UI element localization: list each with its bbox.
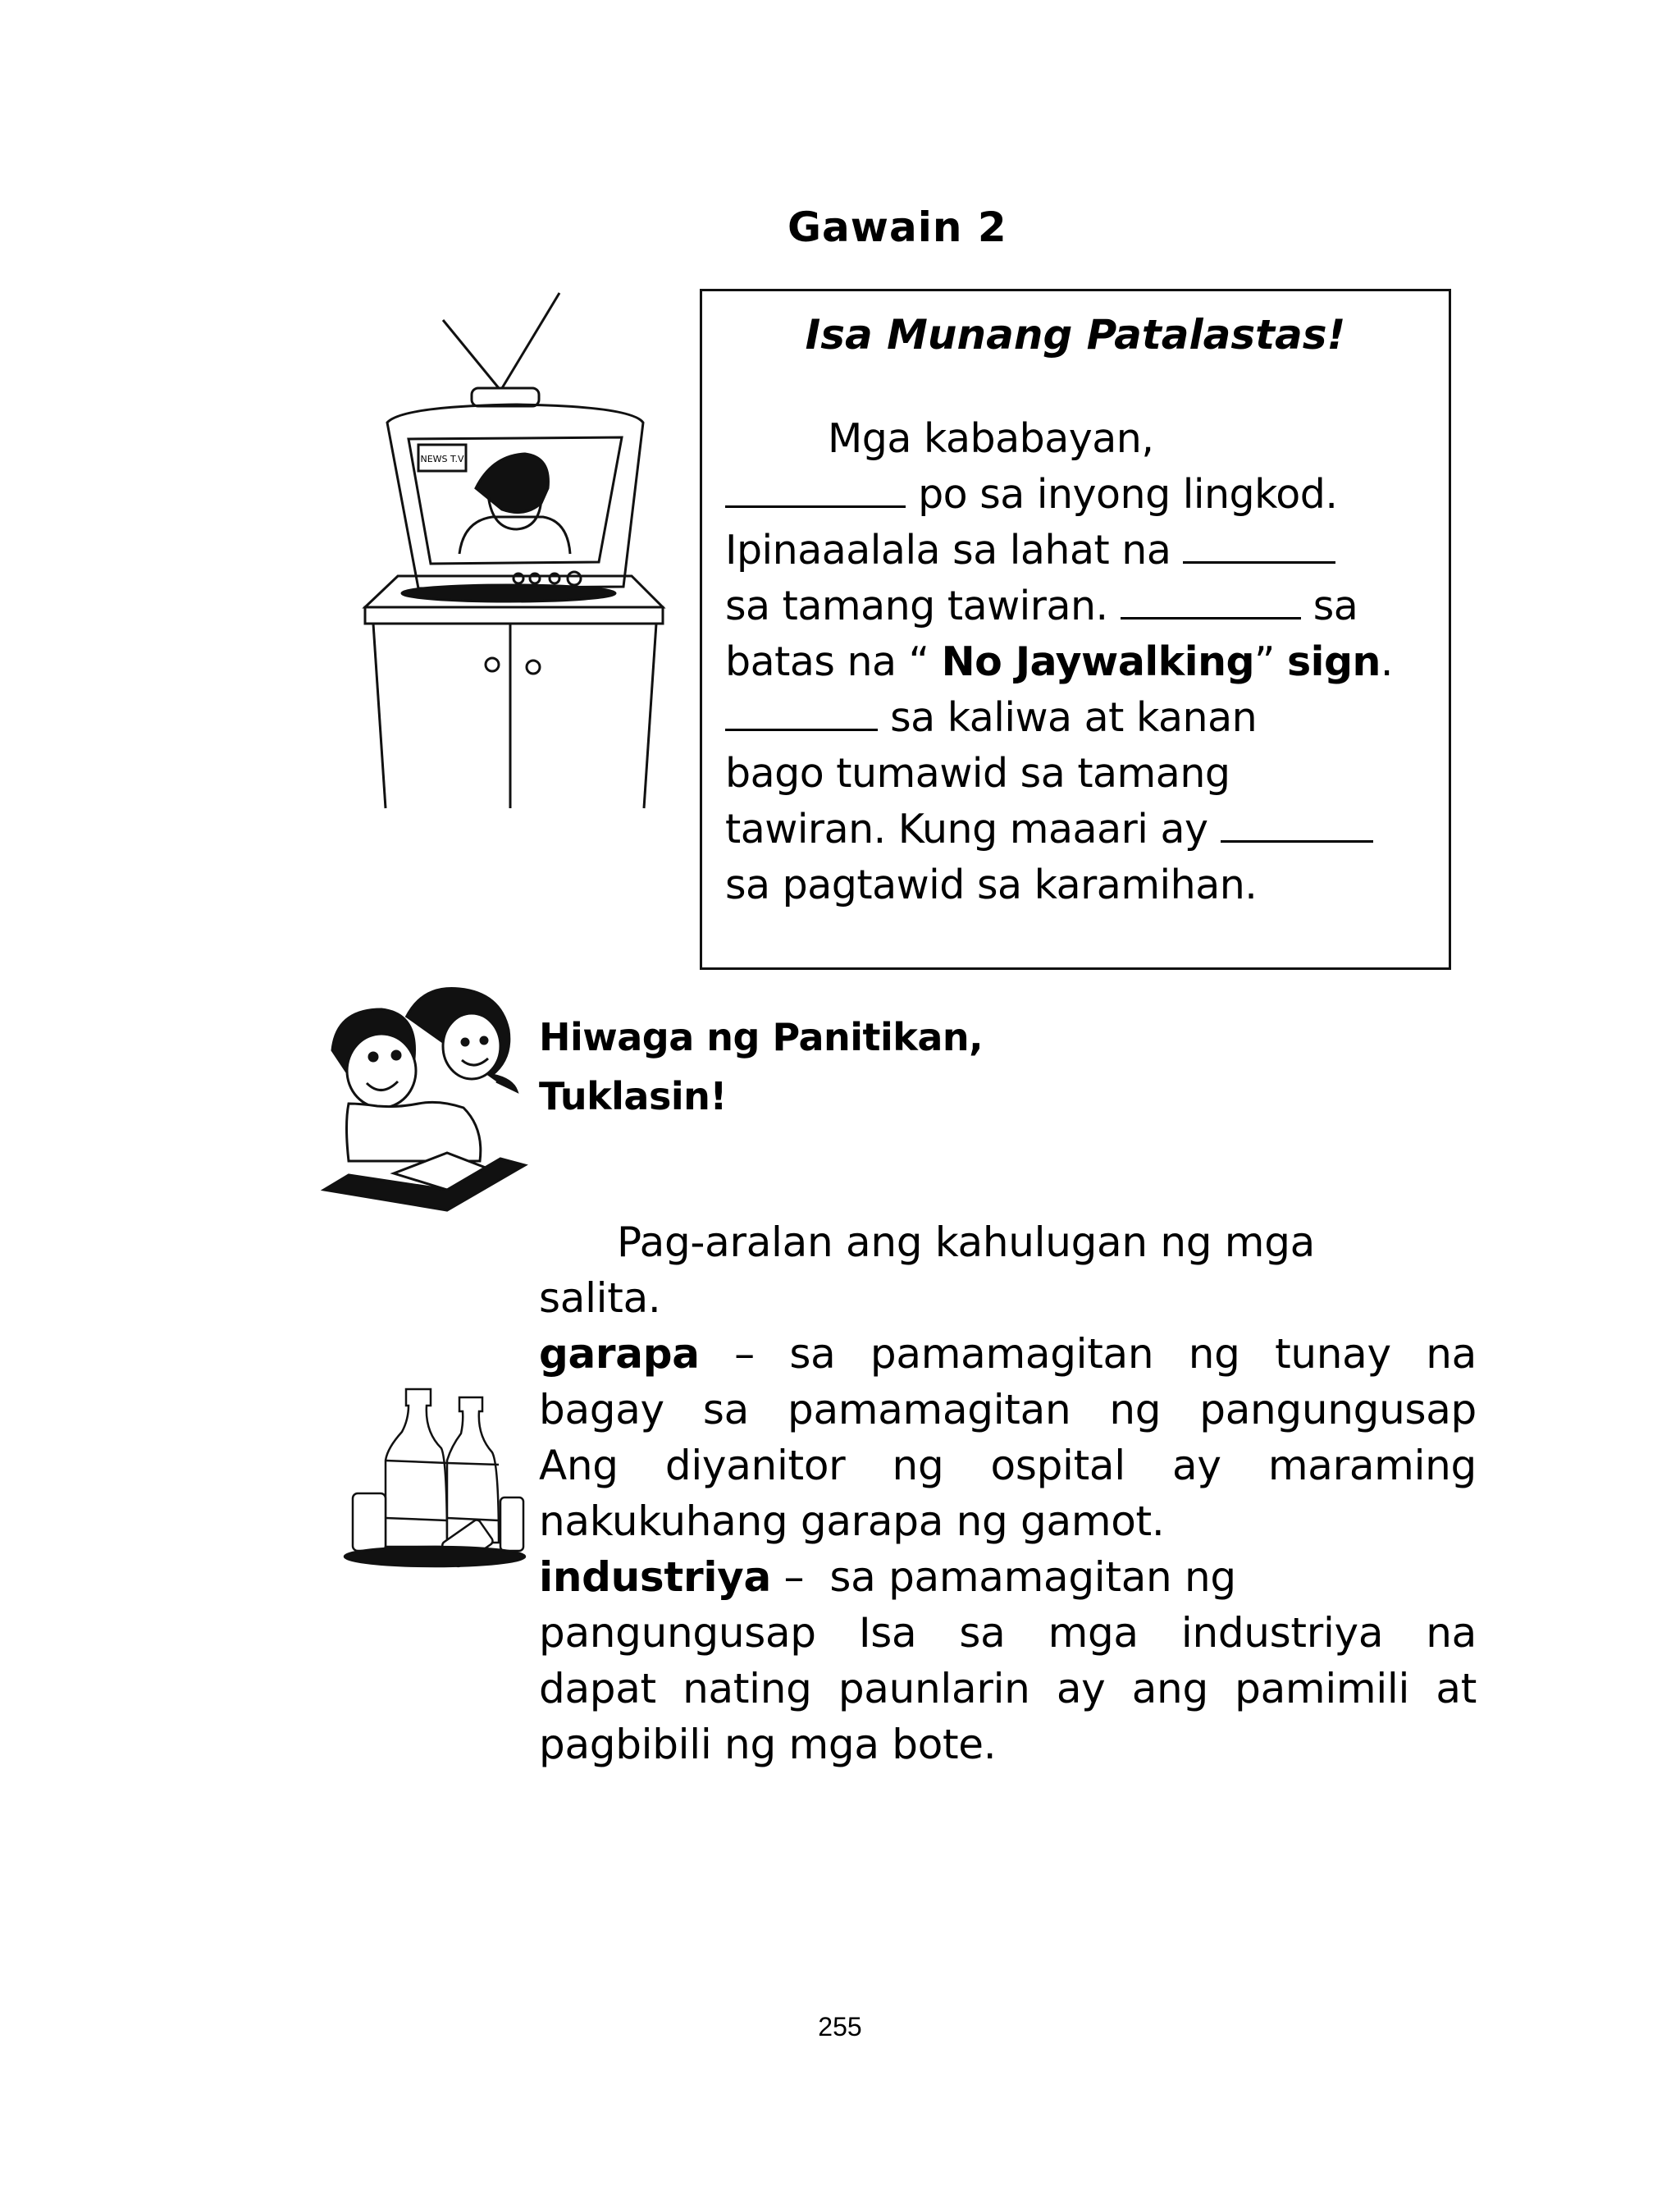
vocab-definition-line: bagay sa pamamagitan ng pangungusap: [539, 1386, 1477, 1433]
announcement-line: batas na “ No Jaywalking” sign.: [725, 638, 1393, 685]
fill-in-blank[interactable]: [1183, 525, 1335, 564]
announcement-line: sa tamang tawiran. sa: [725, 583, 1358, 629]
announcement-line: po sa inyong lingkod.: [725, 467, 1447, 523]
announcement-line: tawiran. Kung maaari ay: [725, 802, 1447, 857]
fill-in-blank[interactable]: [1221, 804, 1373, 843]
vocab-example-line: dapat nating paunlarin ay ang pamimili at: [539, 1665, 1477, 1712]
announcement-line: sa kaliwa at kanan: [725, 690, 1447, 746]
vocab-definition-line: pangungusap Isa sa mga industriya na: [539, 1609, 1477, 1657]
announcement-line: sa pagtawid sa karamihan.: [725, 862, 1258, 908]
announcement-line: Mga kababayan,: [828, 415, 1154, 462]
fill-in-blank[interactable]: [1121, 581, 1301, 620]
vocab-example-line: Ang diyanitor ng ospital ay maraming: [539, 1442, 1477, 1489]
vocab-term: industriya: [539, 1553, 771, 1601]
fill-in-blank[interactable]: [725, 693, 878, 731]
bottles-icon: [336, 1383, 533, 1571]
announcement-line: Ipinaaalala sa lahat na: [725, 523, 1447, 578]
vocab-term: garapa: [539, 1330, 700, 1378]
lesson-content: [539, 1214, 1477, 1772]
no-jaywalking-text: No Jaywalking: [941, 638, 1255, 685]
announcement-body: [725, 411, 1447, 913]
vocab-example-line: nakukuhang garapa ng gamot.: [539, 1497, 1165, 1545]
heading-line-1: Hiwaga ng Panitikan,: [539, 1015, 984, 1059]
announcement-title: Isa Munang Patalastas!: [805, 311, 1346, 359]
children-reading-icon: [316, 985, 537, 1214]
intro-text: Pag-aralan ang kahulugan ng mga: [617, 1218, 1315, 1266]
fill-in-blank[interactable]: [725, 469, 906, 508]
vocab-example-line: pagbibili ng mga bote.: [539, 1721, 997, 1768]
heading-line-2: Tuklasin!: [539, 1074, 727, 1118]
vocab-term-row: garapa – sa pamamagitan ng tunay na: [539, 1330, 1477, 1378]
announcement-line: bago tumawid sa tamang: [725, 750, 1230, 797]
television-icon: [328, 283, 705, 816]
intro-text-cont: salita.: [539, 1274, 661, 1322]
section-heading: [539, 1008, 983, 1126]
page-number: 255: [818, 2012, 862, 2041]
vocab-term-row: industriya – sa pamamagitan ng: [539, 1553, 1236, 1601]
page-title: Gawain 2: [788, 203, 1007, 251]
announcement-box: [700, 289, 1451, 970]
svg-text:NEWS T.V: NEWS T.V: [420, 454, 464, 464]
